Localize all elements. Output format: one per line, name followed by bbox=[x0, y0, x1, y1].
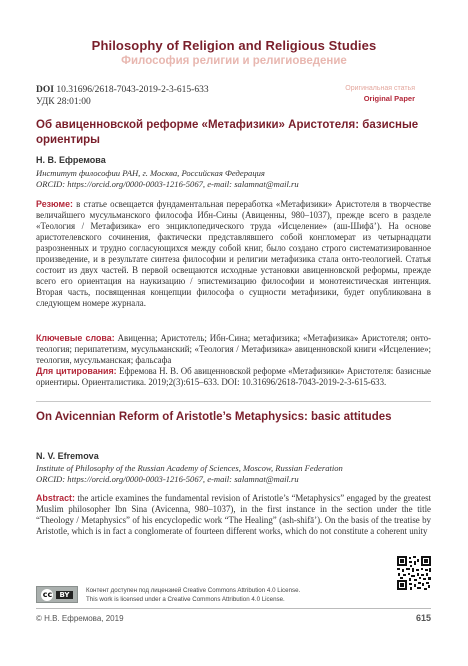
doi-line bbox=[36, 85, 209, 95]
cc-by-badge[interactable] bbox=[36, 586, 78, 603]
copyright-notice: © Н.В. Ефремова, 2019 bbox=[36, 614, 124, 623]
journal-subtitle: Философия религии и религиоведение bbox=[121, 55, 347, 67]
author-orcid-en[interactable]: ORCID: https://orcid.org/0000-0003-1216-5067, e-mail: salamnat@mail.ru bbox=[36, 474, 299, 484]
author-name-en: N. V. Efremova bbox=[36, 451, 99, 461]
author-affiliation-ru: Институт философии РАН, г. Москва, Российская Федерация bbox=[36, 168, 265, 178]
doi-label: DOI bbox=[36, 85, 54, 95]
license-line-en: This work is licensed under a Creative Commons Attribution 4.0 License. bbox=[86, 595, 285, 603]
keywords-text-ru: Авиценна; Аристотель; Ибн-Сина; метафизика; «Метафизика» Аристотеля; онто-теология; перипатетизм, мусульманский; «Теология / Метафизика» авиценновской книги «Исцеление»; теология, мусульманская; фальсафа bbox=[36, 333, 431, 365]
footer-rule bbox=[36, 608, 431, 609]
section-divider bbox=[36, 401, 431, 402]
abstract-label-en: Abstract: bbox=[36, 493, 75, 503]
journal-title: Philosophy of Religion and Religious Studies bbox=[91, 38, 377, 53]
article-type-en: Original Paper bbox=[363, 94, 415, 103]
abstract-text-ru: в статье освещается фундаментальная переработка «Метафизики» Аристотеля в творчестве величайшего мусульманского философа Ибн-Сины (Авиценны, 980–1037), прежде всего в разделе «Теология / Метафизика» его энциклопедического труда «Исцеление» (аш-Шифā’). На основе аристотелевского сочинения, фактически представлявшего собой конгломерат из четырнадцати разрозненных и трудно согласующихся между собой книг, было создано строго систематизированное произведение, и в результате синтеза философии и религии метафизика стала онто-теологией. Статья состоит из двух частей. В первой освещаются исходные установки авиценновской реформы, прежде всего его ориентация на наукизацию / эпистемизацию философии и монотеистическая интенция. Вторая часть, посвященная концепции философа о сущности метафизики, будет опубликована в следующем номере журнала. bbox=[36, 199, 431, 308]
page-number: 615 bbox=[415, 613, 431, 623]
keywords-label-ru: Ключевые слова: bbox=[36, 333, 115, 343]
author-name-ru: Н. В. Ефремова bbox=[36, 155, 106, 165]
citation-ru bbox=[36, 366, 431, 388]
article-type-ru: Оригинальная статья bbox=[345, 85, 415, 92]
license-text bbox=[86, 587, 416, 604]
citation-label-ru: Для цитирования: bbox=[36, 366, 117, 376]
abstract-label-ru: Резюме: bbox=[36, 199, 73, 209]
qr-code-icon bbox=[397, 556, 431, 590]
citation-text-ru: Ефремова Н. В. Об авиценновской реформе «Метафизики» Аристотеля: базисные ориентиры. Ориенталистика. 2019;2(3):615–633. DOI: 10.31696/2618-7043-2019-2-3-615-633. bbox=[36, 366, 432, 387]
by-icon: BY bbox=[56, 591, 72, 599]
article-title-en: On Avicennian Reform of Aristotle’s Metaphysics: basic attitudes bbox=[36, 411, 392, 423]
cc-icon: cc bbox=[42, 589, 53, 599]
article-title-ru: Об авиценновской реформе «Метафизики» Аристотеля: базисные ориентиры bbox=[36, 119, 419, 146]
keywords-ru bbox=[36, 333, 431, 366]
abstract-en bbox=[36, 493, 431, 537]
author-orcid-ru[interactable]: ORCID: https://orcid.org/0000-0003-1216-5067, e-mail: salamnat@mail.ru bbox=[36, 179, 299, 189]
abstract-text-en: the article examines the fundamental revision of Aristotle’s “Metaphysics” engaged by the greatest Muslim philosopher Ibn Sina (Avicenna, 980–1037), in the first instance in the section under the title “Theology / Metaphysics” of his encyclopedic work “The Healing” (ash-shifā’). On the basis of the treatise by Aristotle, which is in fact a conglomerate of fourteen different works, which do not constitute a coherent unity bbox=[36, 493, 431, 536]
author-affiliation-en: Institute of Philosophy of the Russian Academy of Sciences, Moscow, Russian Federation bbox=[36, 463, 343, 473]
udk-code: УДК 28:01:00 bbox=[36, 97, 91, 107]
doi-link[interactable]: 10.31696/2618-7043-2019-2-3-615-633 bbox=[56, 85, 209, 95]
abstract-ru bbox=[36, 199, 431, 309]
license-line-ru: Контент доступен под лицензией Creative Commons Attribution 4.0 License. bbox=[86, 587, 301, 594]
